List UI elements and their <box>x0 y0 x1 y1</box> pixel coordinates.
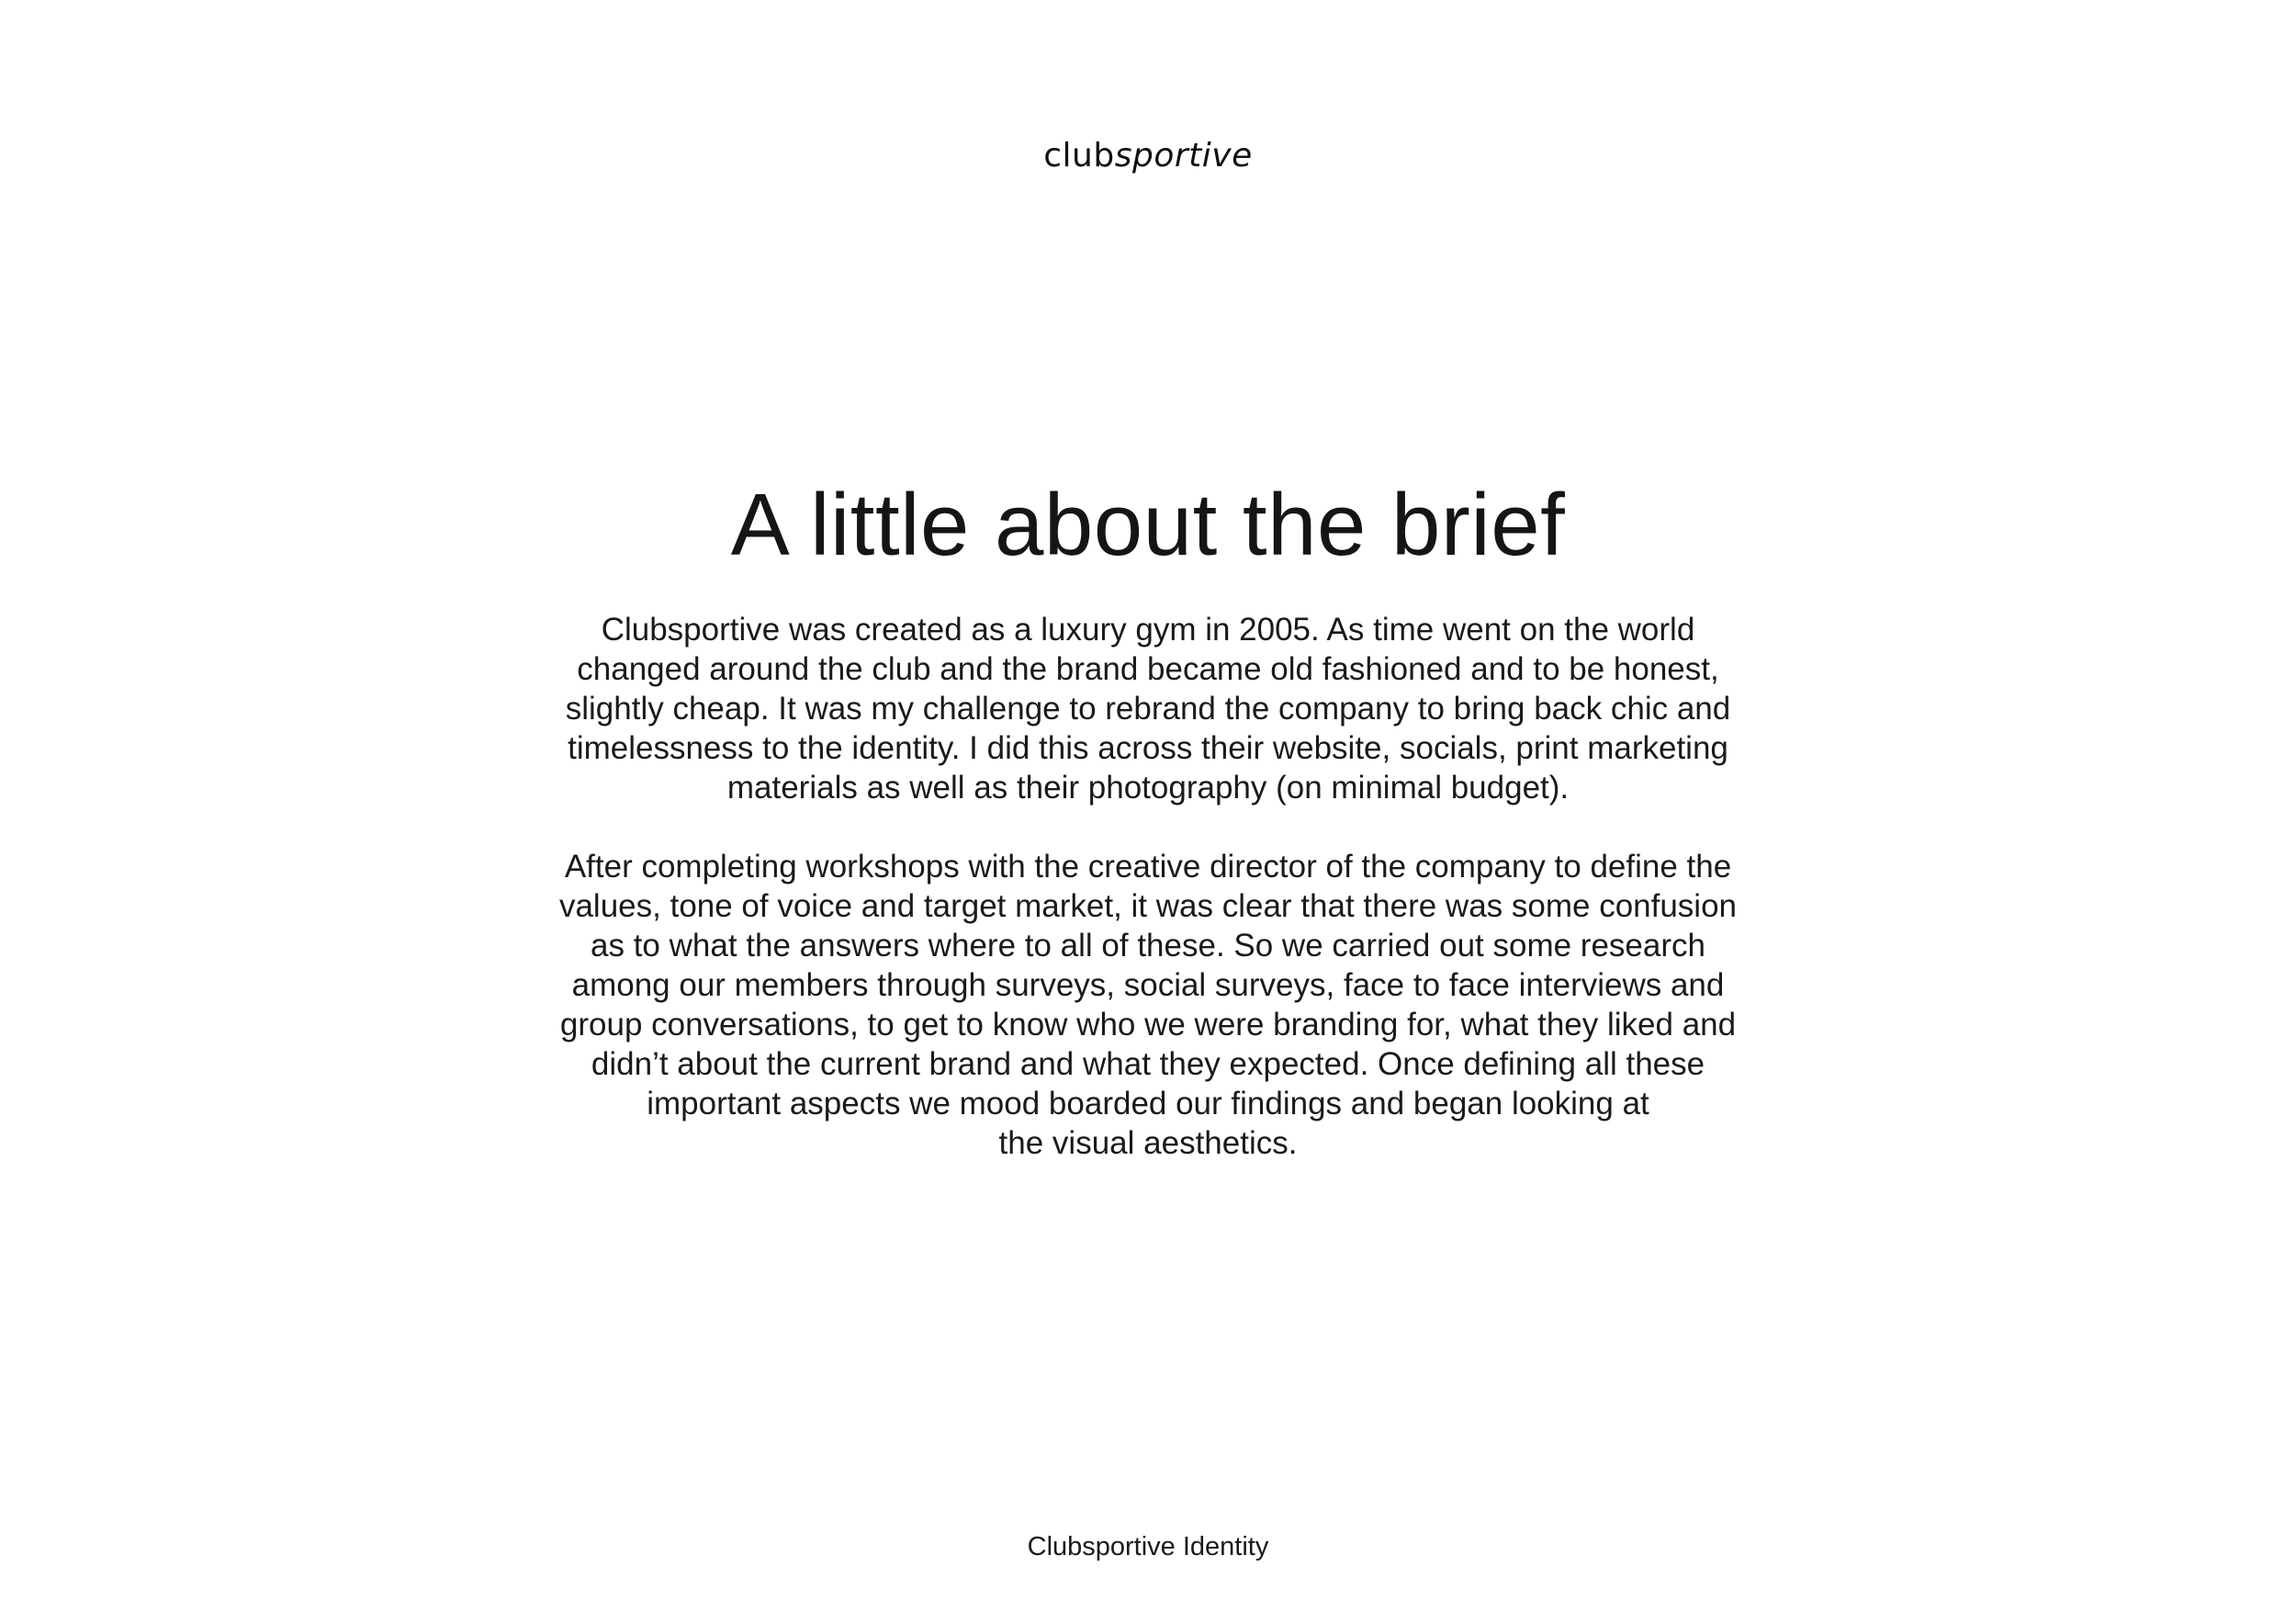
paragraph-line: slightly cheap. It was my challenge to rebrand the company to bring back chic and <box>565 691 1731 727</box>
logo-club-text: club <box>1043 137 1115 175</box>
paragraph-line: timelessness to the identity. I did this across their website, socials, print marketing <box>568 730 1728 766</box>
paragraph-line: Clubsportive was created as a luxury gym in 2005. As time went on the world <box>601 612 1695 648</box>
brief-body <box>0 610 2296 1163</box>
paragraph-line: among our members through surveys, social surveys, face to face interviews and <box>571 967 1725 1003</box>
paragraph-line: as to what the answers where to all of these. So we carried out some research <box>591 928 1705 964</box>
paragraph-line: didn’t about the current brand and what they expected. Once defining all these <box>591 1046 1705 1082</box>
logo-sportive-text: sportive <box>1114 137 1253 175</box>
paragraph-line: the visual aesthetics. <box>998 1125 1298 1161</box>
paragraph-line: changed around the club and the brand became old fashioned and to be honest, <box>577 651 1719 687</box>
page-title: A little about the brief <box>730 476 1566 574</box>
paragraph-line: values, tone of voice and target market, it was clear that there was some confusion <box>558 888 1738 924</box>
brief-paragraph-1 <box>0 610 2296 807</box>
paragraph-line: group conversations, to get to know who we were branding for, what they liked and <box>559 1007 1737 1043</box>
paragraph-line: important aspects we mood boarded our findings and began looking at <box>647 1086 1649 1121</box>
clubsportive-logo <box>0 136 2296 176</box>
paragraph-line: materials as well as their photography (on minimal budget). <box>726 770 1570 806</box>
footer-caption: Clubsportive Identity <box>1027 1532 1269 1561</box>
brief-paragraph-2 <box>0 847 2296 1163</box>
paragraph-line: After completing workshops with the creative director of the company to define the <box>564 849 1732 885</box>
